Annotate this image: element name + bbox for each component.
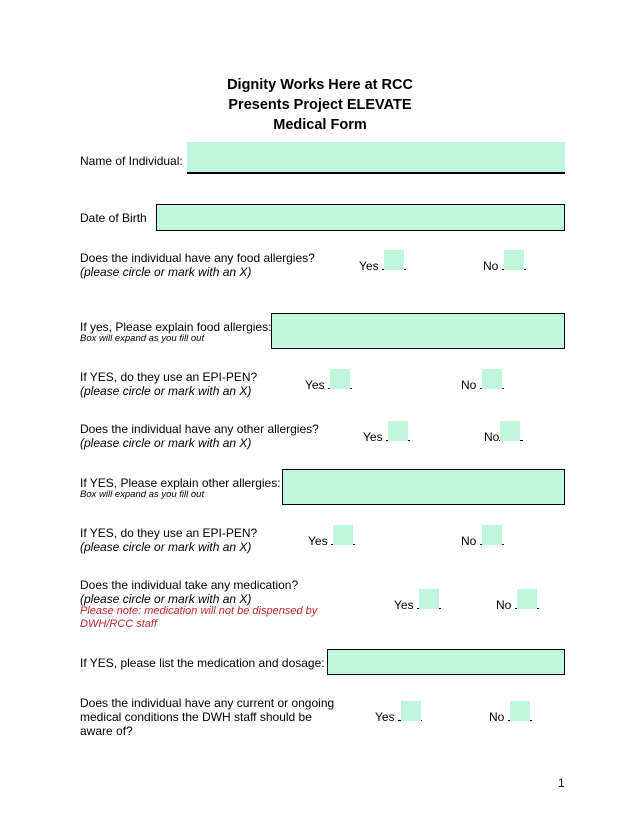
- explain-food-label: If yes, Please explain food allergies:: [80, 320, 272, 334]
- yes-label: Yes: [305, 378, 325, 392]
- conditions-yes-checkbox[interactable]: [401, 701, 421, 721]
- food-allergies-no-checkbox[interactable]: [504, 250, 524, 270]
- conditions-question-line-2: medical conditions the DWH staff should be: [80, 710, 312, 724]
- yes-label: Yes: [359, 259, 379, 273]
- epipen-1-no-checkbox[interactable]: [482, 369, 502, 389]
- yes-label: Yes: [308, 534, 328, 548]
- no-label: No: [483, 259, 499, 273]
- dob-label: Date of Birth: [80, 211, 147, 225]
- epipen-hint-2: (please circle or mark with an X): [80, 540, 252, 554]
- name-label: Name of Individual:: [80, 154, 183, 168]
- conditions-question-line-3: aware of?: [80, 724, 133, 738]
- form-title-line-2: Presents Project ELEVATE: [228, 97, 412, 113]
- dob-input[interactable]: [156, 204, 565, 231]
- explain-food-note: Box will expand as you fill out: [80, 333, 205, 344]
- no-label: No: [461, 378, 477, 392]
- other-allergies-hint: (please circle or mark with an X): [80, 436, 252, 450]
- explain-other-label: If YES, Please explain other allergies:: [80, 476, 281, 490]
- other-allergies-no-checkbox[interactable]: [500, 421, 520, 441]
- epipen-hint-1: (please circle or mark with an X): [80, 384, 252, 398]
- food-allergies-yes-checkbox[interactable]: [384, 250, 404, 270]
- yes-label: Yes: [363, 430, 383, 444]
- food-allergies-question: Does the individual have any food allergies?: [80, 251, 315, 265]
- page-number: 1: [558, 776, 565, 790]
- form-title-line-1: Dignity Works Here at RCC: [227, 77, 413, 93]
- other-allergies-yes-checkbox[interactable]: [388, 421, 408, 441]
- epipen-question-2: If YES, do they use an EPI-PEN?: [80, 526, 258, 540]
- medication-note-line-2: DWH/RCC staff: [80, 618, 157, 630]
- conditions-question-line-1: Does the individual have any current or ongoing: [80, 696, 335, 710]
- epipen-1-yes-checkbox[interactable]: [330, 369, 350, 389]
- no-label: No: [489, 710, 505, 724]
- other-allergies-question: Does the individual have any other allergies?: [80, 422, 319, 436]
- no-label: No: [484, 430, 500, 444]
- epipen-2-yes-checkbox[interactable]: [333, 525, 353, 545]
- yes-label: Yes: [394, 598, 414, 612]
- name-input[interactable]: [187, 142, 565, 174]
- form-title-line-3: Medical Form: [273, 117, 367, 133]
- epipen-question-1: If YES, do they use an EPI-PEN?: [80, 370, 258, 384]
- medication-hint: (please circle or mark with an X): [80, 592, 252, 606]
- medication-list-label: If YES, please list the medication and dosage:: [80, 656, 325, 670]
- medication-note-line-1: Please note: medication will not be dispensed by: [80, 605, 318, 617]
- explain-other-note: Box will expand as you fill out: [80, 489, 205, 500]
- no-label: No: [461, 534, 477, 548]
- medication-yes-checkbox[interactable]: [419, 589, 439, 609]
- medication-question: Does the individual take any medication?: [80, 578, 299, 592]
- no-label: No: [496, 598, 512, 612]
- epipen-2-no-checkbox[interactable]: [482, 525, 502, 545]
- medication-list-input[interactable]: [327, 649, 565, 675]
- food-allergies-hint: (please circle or mark with an X): [80, 265, 252, 279]
- explain-other-input[interactable]: [282, 469, 565, 505]
- conditions-no-checkbox[interactable]: [510, 701, 530, 721]
- yes-label: Yes: [375, 710, 395, 724]
- medication-no-checkbox[interactable]: [517, 589, 537, 609]
- explain-food-input[interactable]: [271, 313, 565, 349]
